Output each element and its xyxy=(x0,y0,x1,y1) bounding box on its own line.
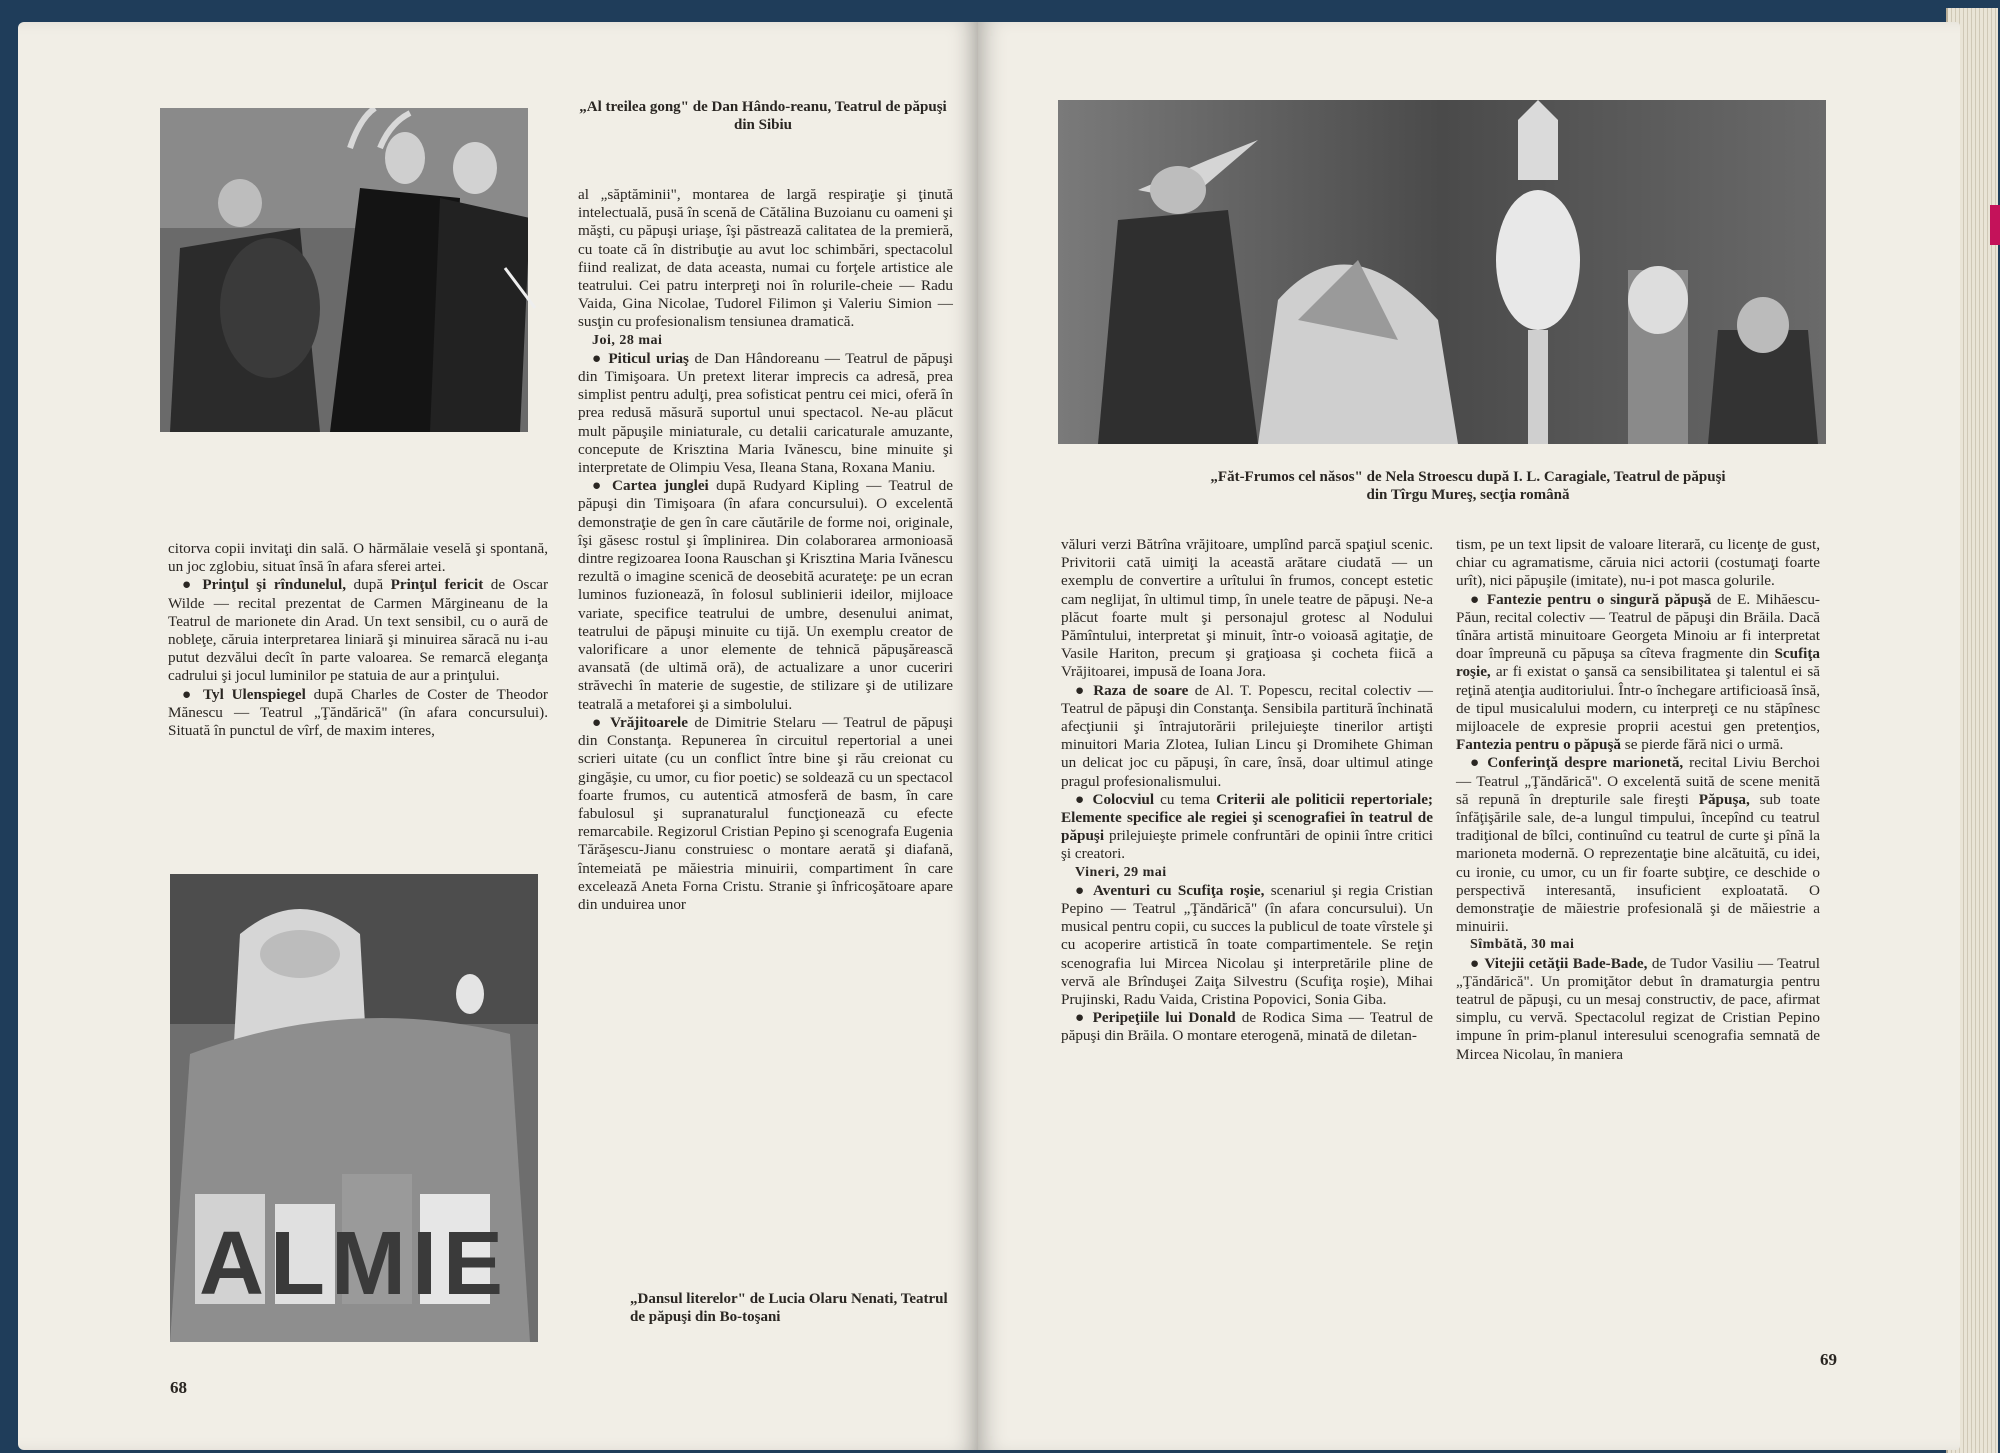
entry-text: de Dan Hândoreanu — Teatrul de păpuşi din Timişoara. Un pretext literar imprecis ca adresă, prea simplist pentru adulţi, prea sofisticat pentru cei mici, oferă în prea redusă măsură suportul unui spectacol. Ne-au plăcut mult păpuşile miniaturale, cu detalii caricaturale amuzante, concepute de Krisztina Maria Ivănescu, bine minuite şi interpretate de Olimpiu Vesa, Ileana Stana, Roxana Maniu. xyxy=(578,349,953,477)
entry-fantezie xyxy=(1456,591,1820,755)
entry-text: de Oscar Wilde — recital prezentat de Carmen Mărgineanu de la Teatrul de marionete din Arad. Un text sensibil, cu o aură de nobleţe, căruia interpretarea liniară şi minuirea săracă nu i-au putut dezvălui decît în parte valoarea. Se remarcă eleganţa cadrului şi jocul luminilor pe statuia de aur a prinţului. xyxy=(168,576,548,685)
left-page xyxy=(18,22,978,1450)
photo-fat-frumos xyxy=(1058,100,1826,444)
entry-text: prilejuieşte primele confruntări de opinii între critici şi creatori. xyxy=(1061,827,1433,863)
day-heading: Joi, 28 mai xyxy=(592,332,663,348)
bookmark-tab xyxy=(1990,205,2000,245)
entry-title: Raza de soare xyxy=(1093,681,1189,699)
entry-conferinta xyxy=(1456,754,1820,936)
entry-title: Piticul uriaş xyxy=(608,349,689,367)
entry-title: Tyl Ulenspiegel xyxy=(202,685,306,703)
entry-text: ar fi existat o şansă ca sensibilitatea şi talentul ei să reţină atenţia auditoriului. Într-o închegare artificioasă însă, de tipul musicalului modern, cu interpreţi ce nu stăpînesc mijloacele de expresie proprii acestui gen pretenţios, xyxy=(1456,663,1820,736)
bullet-icon: ● xyxy=(592,477,605,495)
entry-title: Aventuri cu Scufiţa roşie, xyxy=(1092,881,1265,899)
entry-title: Conferinţă despre marionetă, xyxy=(1487,754,1684,772)
bullet-icon: ● xyxy=(1075,681,1087,699)
entry-title: Prinţul fericit xyxy=(390,576,484,594)
bullet-icon: ● xyxy=(1470,590,1482,608)
entry-title: Fantezie pentru o singură păpuşă xyxy=(1486,590,1712,608)
entry-text: de Tudor Vasiliu — Teatrul „Ţăndărică". Un promiţător debut în dramaturgia pentru teatrul de păpuşi, cu un mesaj constructiv, de pace, afirmat simplu, cu vervă. Spectacolul regizat de Cristian Pepino impune în prim-planul interesului scenografia semnată de Mircea Nicolau, în maniera xyxy=(1456,954,1820,1063)
day-heading: Vineri, 29 mai xyxy=(1075,864,1167,880)
caption-top-left: „Al treilea gong" de Dan Hândo-reanu, Teatrul de păpuşi din Sibiu xyxy=(579,99,947,133)
entry-text: de Al. T. Popescu, recital colectiv — Teatrul de păpuşi din Constanţa. Sensibila partitură închinată afecţiunii şi întrajutorării prilejuieşte tinerilor artişti minuitori Maria Zlotea, Iulian Lincu şi Dromihete Ghiman un delicat joc cu păpuşi, în care, însă, doar ultimul atinge pragul profesionalismului. xyxy=(1061,681,1433,790)
photo-graphic xyxy=(160,108,548,432)
entry-title: Vrăjitoarele xyxy=(610,713,688,731)
entry-printul xyxy=(168,576,548,685)
caption-right: „Făt-Frumos cel năsos" de Nela Stroescu după I. L. Caragiale, Teatrul de păpuşi din Tîrgu Mureş, secţia română xyxy=(1210,469,1726,503)
left-col-a xyxy=(168,540,548,740)
entry-peripetiile xyxy=(1061,1009,1433,1045)
entry-vrajitoarele xyxy=(578,714,953,914)
entry-title: Păpuşa, xyxy=(1698,790,1750,808)
entry-aventuri xyxy=(1061,882,1433,1009)
right-col-a xyxy=(1061,536,1433,1046)
bullet-icon: ● xyxy=(1075,790,1087,808)
photo-al-treilea-gong xyxy=(160,108,548,432)
entry-piticul xyxy=(578,350,953,477)
left-col-b xyxy=(578,186,953,914)
entry-title: Vitejii cetăţii Bade-Bade, xyxy=(1484,954,1648,972)
right-page xyxy=(978,22,1960,1450)
entry-text: de Dimitrie Stelaru — Teatrul de păpuşi din Constanţa. Repunerea în circuitul repertorial a unei scrieri uitate (cu un conflict între bine şi rău creionat cu gingăşie, cu umor, cu fior poetic) se soldează cu un spectacol foarte frumos, cu autentică atmosferă de basm, în care fabulosul şi supranaturalul funcţionează cu efecte remarcabile. Regizorul Cristian Pepino şi scenografa Eugenia Tărăşescu-Jianu construiesc o montare aerată şi diafană, întemeiată pe măiestria minuirii, compartiment în care excelează Aneta Forna Cristu. Stranie şi înfricoşătoare apare din unduirea unor xyxy=(578,713,953,913)
entry-title: Scufiţa roşie, xyxy=(1456,645,1820,681)
bullet-icon: ● xyxy=(592,713,604,731)
bullet-icon: ● xyxy=(182,685,196,703)
entry-title: Criterii ale politicii repertoriale; Elemente specifice ale regiei şi scenografiei în teatrul de păpuşi xyxy=(1061,790,1433,845)
page-number-left: 68 xyxy=(170,1378,187,1397)
entry-vitejii xyxy=(1456,955,1820,1064)
bullet-icon: ● xyxy=(592,349,603,367)
entry-tyl xyxy=(168,686,548,741)
entry-text: recital Liviu Berchoi — Teatrul „Ţăndărică". O excelentă suită de scene menită să repună în drepturile sale fireşti xyxy=(1456,754,1820,808)
bullet-icon: ● xyxy=(1075,1009,1087,1027)
entry-text: de E. Mihăescu-Păun, recital colectiv — Teatrul de păpuşi din Brăila. Dacă tînăra artistă minuitoare Georgeta Minoiu ar fi interpretat doar împreună cu păpuşa sa cîteva fragmente din xyxy=(1456,590,1820,663)
entry-title: Cartea junglei xyxy=(612,477,709,495)
entry-title: Prinţul şi rîndunelul, xyxy=(202,576,347,594)
entry-text: de Rodica Sima — Teatrul de păpuşi din Brăila. O montare eterogenă, minată de diletan- xyxy=(1061,1009,1433,1045)
entry-text: după xyxy=(346,576,391,594)
day-heading: Sîmbătă, 30 mai xyxy=(1470,937,1575,953)
entry-cartea-junglei xyxy=(578,477,953,714)
entry-raza-de-soare xyxy=(1061,682,1433,791)
right-col-b xyxy=(1456,536,1820,1064)
bullet-icon: ● xyxy=(1075,881,1087,899)
bullet-icon: ● xyxy=(182,576,195,594)
entry-text: cu tema xyxy=(1154,790,1217,808)
photo-graphic xyxy=(1058,100,1826,444)
paragraph: văluri verzi Bătrîna vrăjitoare, umplînd parcă spaţiul scenic. Privitorii cată uimiţi la această arătare ciudată — un exemplu de convertire a urîtului în frumos, concept estetic cam neglijat, în ultimul timp, în unele teatre de păpuşi. Ne-a plăcut foarte mult şi personajul grotesc al Nodului Pămîntului, interpretat şi minuit, într-o voioasă agitaţie, de Vasile Hariton, precum şi graţioasa şi cocheta fiică a Vrăjitoarei, impusă de Ioana Jora. xyxy=(1061,536,1433,681)
entry-text: se pierde fără nici o urmă. xyxy=(1620,736,1784,754)
bullet-icon: ● xyxy=(1470,754,1482,772)
bullet-icon: ● xyxy=(1470,954,1480,972)
entry-text: sub toate înfăţişările sale, de-a lungul timpului, începînd cu teatrul tradiţional de bîlci, continuînd cu teatrul de curte şi pînă la marioneta modernă. O reprezentaţie bine alcătuită, cu idei, cu ironie, cu umor, cu un fir foarte subţire, ce deschide o perspectivă interesantă, insuficient exploatată. O demonstraţie de măiestrie profesională şi de măiestrie a minuirii. xyxy=(1456,790,1820,936)
entry-title: Fantezia pentru o păpuşă xyxy=(1456,736,1621,754)
page-number-right: 69 xyxy=(1820,1350,1837,1369)
paragraph: tism, pe un text lipsit de valoare literară, cu licenţe de gust, chiar cu agramatisme, căruia nici actorii (costumaţi foarte urît), nici păpuşile (imitate), nu-i pot masca golurile. xyxy=(1456,536,1820,590)
entry-text: după Charles de Coster de Theodor Mănescu — Teatrul „Ţăndărică" (în afara concursului). Situată în punctul de vîrf, de maxim interes, xyxy=(168,685,548,740)
paragraph: citorva copii invitaţi din sală. O hărmălaie veselă şi spontană, un joc zglobiu, situat însă în afara sferei artei. xyxy=(168,540,548,576)
entry-title: Colocviul xyxy=(1092,790,1155,808)
entry-text: scenariul şi regia Cristian Pepino — Teatrul „Ţăndărică" (în afara concursului). Un musical pentru copii, cu succes la publicul de toate vîrstele şi cu acoperire artistică în toate compartimentele. Se reţin scenografia lui Mircea Nicolau şi interpretările pline de vervă ale Brînduşei Zaiţa Silvestru (Scufiţa roşie), Mihai Prujinski, Radu Vaida, Cristina Popovici, Sonia Giba. xyxy=(1061,881,1433,1009)
paragraph: al „săptăminii", montarea de largă respiraţie şi ţinută intelectuală, pusă în scenă de Cătălina Buzoianu cu oameni şi măşti, cu păpuşi uriaşe, îşi păstrează calitatea de la premieră, cu toate că în distribuţie au avut loc schimbări, spectacolul fiind realizat, de data aceasta, numai cu forţele artistice ale teatrului. Cei patru interpreţi noi în rolurile-cheie — Radu Vaida, Gina Nicolae, Tudorel Filimon şi Valeriu Simion — susţin cu profesionalism tensiunea dramatică. xyxy=(578,186,953,331)
photo-graphic xyxy=(170,874,538,1342)
entry-colocviul xyxy=(1061,791,1433,864)
caption-bottom-left: „Dansul literelor" de Lucia Olaru Nenati, Teatrul de păpuşi din Bo-toşani xyxy=(630,1291,948,1325)
entry-title: Peripeţiile lui Donald xyxy=(1092,1009,1236,1027)
entry-text: după Rudyard Kipling — Teatrul de păpuşi din Timişoara (în afara concursului). O excelentă demonstraţie de gen în care căutările de forme noi, originale, îşi găsesc rostul şi împlinirea. Din colaborarea armonioasă dintre regizoarea Ioona Rauschan şi Krisztina Maria Ivănescu rezultă o imagine scenică de deosebită acurateţe: pe un ecran luminos fuzionează, în folosul sublinierii ideilor, mijloace variate, specifice teatrului de umbre, desenului animat, teatrului de păpuşi minuite cu tijă. Un exemplu creator de valorificare a unor elemente de tehnică păpuşărească avansată (de ultimă oră), de actualizare a unor cuceriri străvechi în materie de sugestie, de stilizare şi de utilizare teatrală a metaforei şi a simbolului. xyxy=(578,477,953,713)
photo-letters: ALMIE xyxy=(199,1214,509,1314)
photo-dansul-literelor xyxy=(170,874,538,1342)
